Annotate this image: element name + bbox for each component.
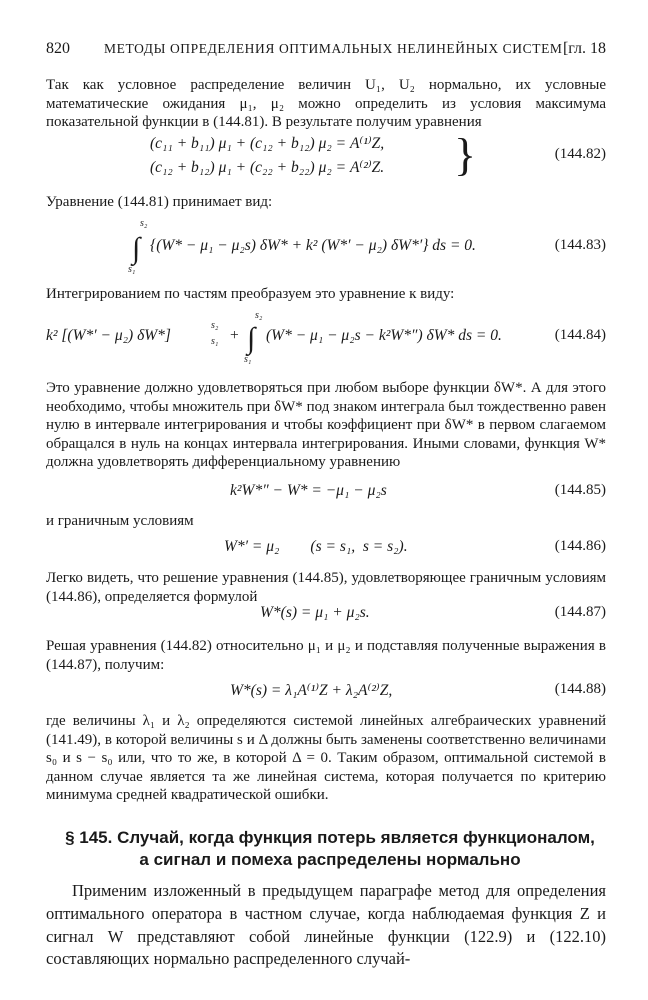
chapter-label: [гл. 18 bbox=[562, 40, 606, 57]
equation-144-84 bbox=[46, 310, 606, 366]
section-heading-line: § 145. Случай, когда функция потерь является функционалом, bbox=[65, 828, 595, 847]
integral-upper-limit: s₂ bbox=[255, 310, 263, 321]
equation-body: {(W* − μ₁ − μ₂s) δW* + k² (W*′ − μ₂) δW*′} ds = 0. bbox=[150, 237, 476, 254]
equation-body: W*(s) = λ₁A⁽¹⁾Z + λ₂A⁽²⁾Z, bbox=[230, 682, 393, 699]
equation-144-82 bbox=[46, 129, 606, 184]
paragraph-9: Применим изложенный в предыдущем параграфе метод для определения оптимального оператора в частном случае, когда наблюдаемая функция Z и сигнал W представляют собой линейные функции (122.9) и (122.10) составляющих нормально распределенного случай- bbox=[46, 881, 606, 969]
bracket-upper-limit: s₂ bbox=[211, 320, 219, 331]
bracket-lower-limit: s₁ bbox=[211, 336, 219, 347]
equation-144-83 bbox=[46, 218, 606, 276]
section-heading bbox=[60, 827, 600, 871]
equation-144-85 bbox=[46, 482, 606, 506]
equation-label: (144.84) bbox=[554, 327, 606, 343]
equation-label: (144.86) bbox=[554, 538, 606, 554]
right-brace: } bbox=[454, 129, 477, 180]
equation-part: k² [(W*′ − μ₂) δW*] bbox=[46, 327, 171, 344]
equation-body: k²W*″ − W* = −μ₁ − μ₂s bbox=[230, 482, 387, 499]
integral-sign: ∫ bbox=[247, 322, 256, 355]
equation-part: (W* − μ₁ − μ₂s − k²W*″) δW* ds = 0. bbox=[266, 327, 502, 344]
equation-label: (144.87) bbox=[554, 604, 606, 620]
integral-sign: ∫ bbox=[132, 232, 141, 265]
equation-body: W*′ = μ₂ (s = s₁, s = s₂). bbox=[224, 538, 408, 555]
integral-lower-limit: s₁ bbox=[244, 354, 252, 365]
running-title: МЕТОДЫ ОПРЕДЕЛЕНИЯ ОПТИМАЛЬНЫХ НЕЛИНЕЙНЫХ СИСТЕМ bbox=[104, 41, 563, 56]
page-number: 820 bbox=[46, 40, 70, 57]
equation-label: (144.83) bbox=[554, 237, 606, 253]
paragraph-1: Так как условное распределение величин U₁, U₂ нормально, их условные математические ожидания μ₁, μ₂ можно определить из условия максимума показательной функции в (144.81). В результате получим уравнения bbox=[46, 77, 606, 131]
plus-sign: + bbox=[230, 327, 239, 344]
equation-line: (c₁₁ + b₁₁) μ₁ + (c₁₂ + b₁₂) μ₂ = A⁽¹⁾Z, bbox=[150, 135, 385, 152]
equation-body: W*(s) = μ₁ + μ₂s. bbox=[260, 604, 370, 621]
integral-upper-limit: s₂ bbox=[140, 218, 148, 229]
equation-144-87 bbox=[46, 604, 606, 628]
paragraph-6: Легко видеть, что решение уравнения (144.85), удовлетворяющее граничным условиям (144.86), определяется формулой bbox=[46, 570, 606, 605]
integral-lower-limit: s₁ bbox=[128, 264, 136, 275]
paragraph-2: Уравнение (144.81) принимает вид: bbox=[46, 194, 273, 210]
paragraph-8: где величины λ₁ и λ₂ определяются системой линейных алгебраических уравнений (141.49), в которой величины s и Δ должны быть заменены соответственно величинами s₀ и s − s₀ или, что то же, в которой Δ = 0. Таким образом, оптимальной системой в данном случае является та же линейная система, которая получается по критерию минимума средней квадратической ошибки. bbox=[46, 713, 606, 804]
equation-144-88 bbox=[46, 681, 606, 705]
equation-label: (144.85) bbox=[554, 482, 606, 498]
equation-label: (144.82) bbox=[554, 146, 606, 162]
section-heading-line: а сигнал и помеха распределены нормально bbox=[139, 850, 521, 869]
paragraph-7: Решая уравнения (144.82) относительно μ₁ и μ₂ и подставляя полученные выражения в (144.87), получим: bbox=[46, 638, 606, 673]
paragraph-3: Интегрированием по частям преобразуем это уравнение к виду: bbox=[46, 286, 455, 302]
paragraph-5: и граничным условиям bbox=[46, 513, 194, 529]
equation-144-86 bbox=[46, 538, 606, 562]
equation-line: (c₁₂ + b₁₂) μ₁ + (c₂₂ + b₂₂) μ₂ = A⁽²⁾Z. bbox=[150, 159, 385, 176]
equation-label: (144.88) bbox=[554, 681, 606, 697]
paragraph-4: Это уравнение должно удовлетворяться при любом выборе функции δW*. А для этого необходимо, чтобы множитель при δW* под знаком интеграла был тождественно равен нулю в интервале интегрирования и чтобы коэффициент при δW* в первом слагаемом обращался в нуль на концах интервала интегрирования. Иными словами, функция W* должна удовлетворять дифференциальному уравнению bbox=[46, 380, 606, 471]
